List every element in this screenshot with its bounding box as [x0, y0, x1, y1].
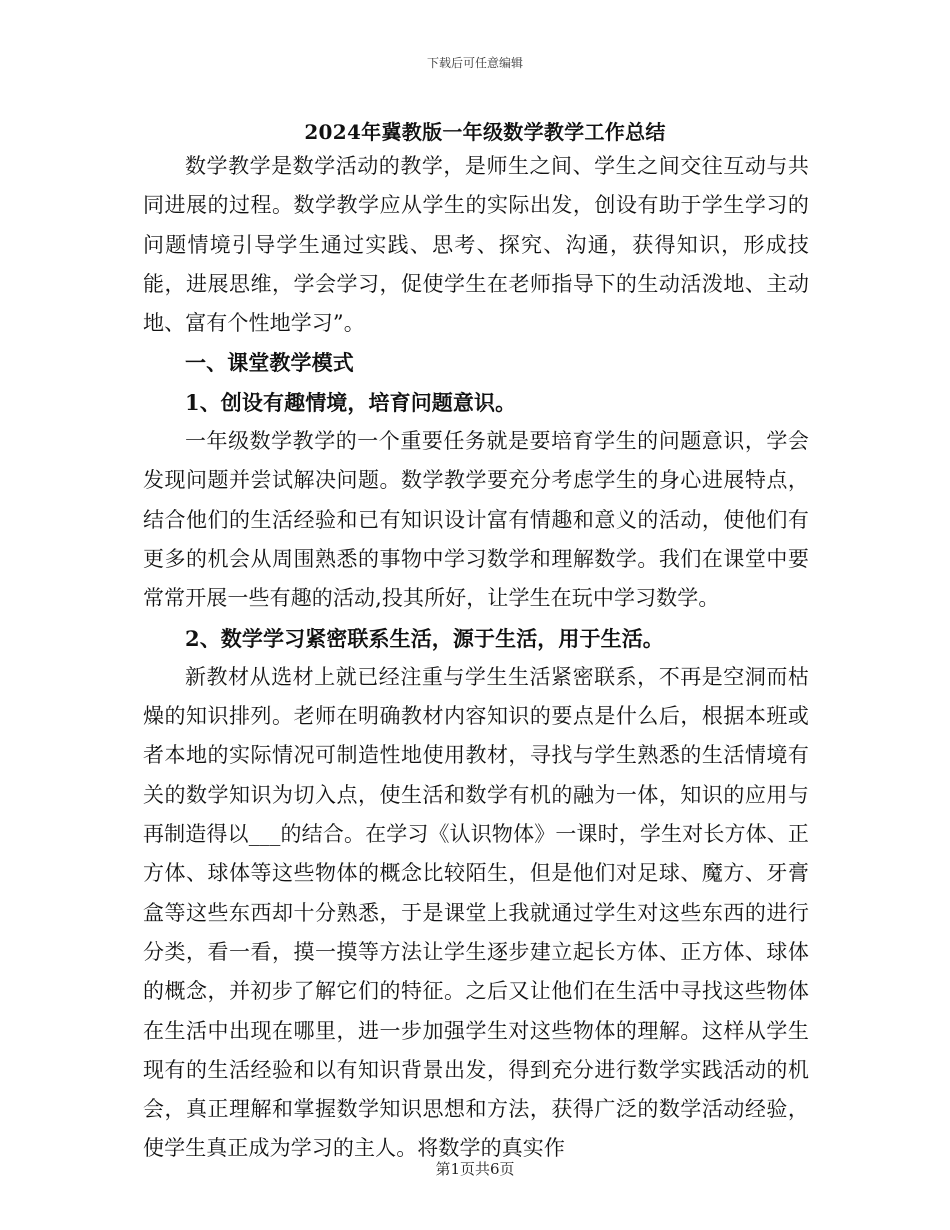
page-header: 下载后可任意编辑: [426, 56, 523, 70]
body-paragraph-2: 新教材从选材上就已经注重与学生生活紧密联系，不再是空洞而枯燥的知识排列。老师在明确教材内容知识的要点是什么后，根据本班或者本地的实际情况可制造性地使用教材，寻找与学生熟悉的生活情境有关的数学知识为切入点，使生活和数学有机的融为一体，知识的应用与再制造得以___的结合。在学习《认识物体》一课时，学生对长方体、正方体、球体等这些物体的概念比较陌生，但是他们对足球、魔方、牙膏盒等这些东西却十分熟悉，于是课堂上我就通过学生对这些东西的进行分类，看一看，摸一摸等方法让学生逐步建立起长方体、正方体、球体的概念，并初步了解它们的特征。之后又让他们在生活中寻找这些物体在生活中出现在哪里，进一步加强学生对这些物体的理解。这样从学生现有的生活经验和以有知识背景出发，得到充分进行数学实践活动的机会，真正理解和掌握数学知识思想和方法，获得广泛的数学活动经验，使学生真正成为学习的主人。将数学的真实作: [143, 664, 809, 1161]
document-title: 2024年冀教版一年级数学教学工作总结: [304, 120, 666, 144]
intro-paragraph: 数学教学是数学活动的教学，是师生之间、学生之间交往互动与共同进展的过程。数学教学应从学生的实际出发，创设有助于学生学习的问题情境引导学生通过实践、思考、探究、沟通，获得知识，形成技能，进展思维，学会学习，促使学生在老师指导下的生动活泼地、主动地、富有个性地学习”。: [143, 154, 809, 336]
subsection-heading-2: 2、数学学习紧密联系生活，源于生活，用于生活。: [185, 625, 664, 651]
page-footer: 第1页共6页: [435, 1160, 515, 1178]
document-body: [143, 147, 809, 1169]
body-paragraph-1: 一年级数学教学的一个重要任务就是要培育学生的问题意识，学会发现问题并尝试解决问题。数学教学要充分考虑学生的身心进展特点，结合他们的生活经验和已有知识设计富有情趣和意义的活动，使他们有更多的机会从周围熟悉的事物中学习数学和理解数学。我们在课堂中要常常开展一些有趣的活动,投其所好，让学生在玩中学习数学。: [143, 429, 809, 611]
subsection-heading-1: 1、创设有趣情境，培育问题意识。: [185, 389, 517, 415]
section-heading: 一、课堂教学模式: [185, 350, 354, 376]
